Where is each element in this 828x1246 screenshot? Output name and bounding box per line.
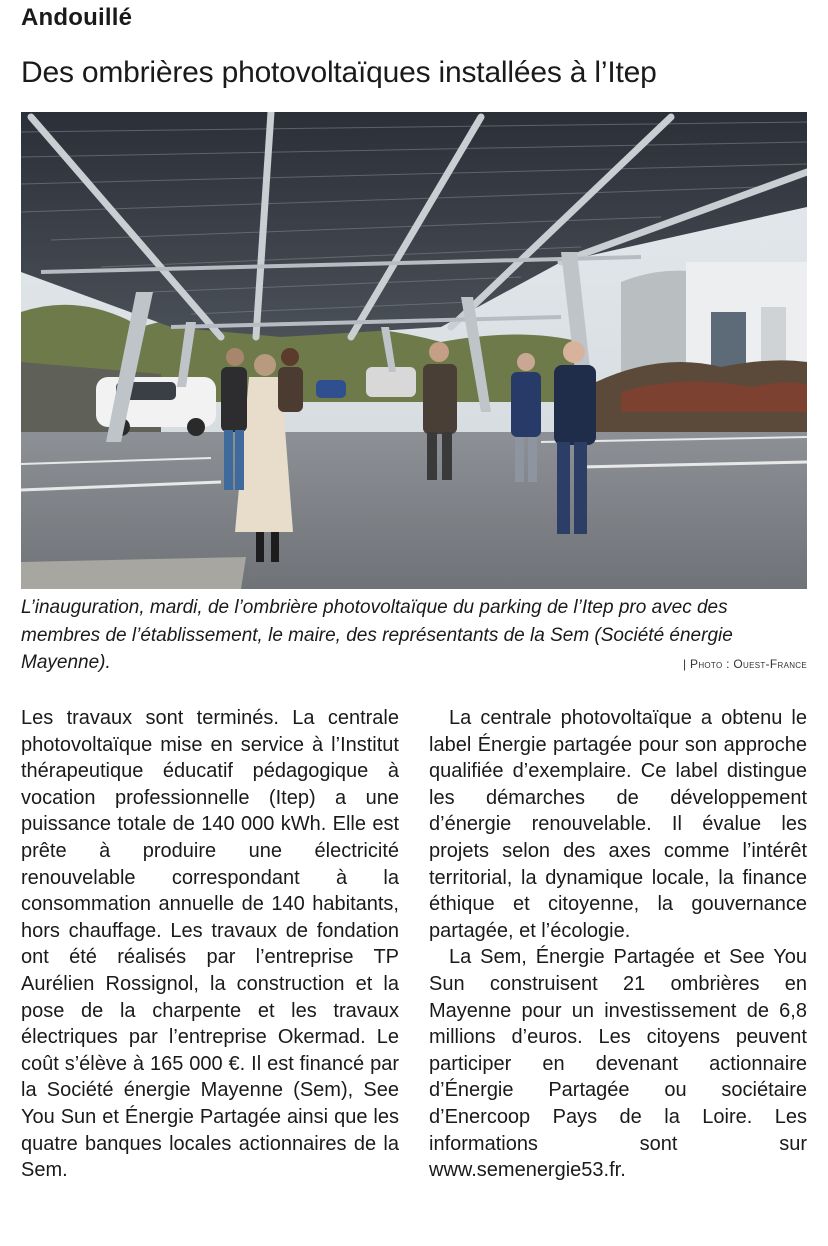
article-kicker: Andouillé (21, 4, 133, 31)
photo-credit: | Photo : Ouest-France (682, 657, 807, 671)
article-headline: Des ombrières photovoltaïques installées à l’Itep (21, 56, 657, 89)
body-paragraph: Les travaux sont terminés. La centrale photovoltaïque mise en service à l’Institut thérapeutique éducatif pédagogique à vocation professionnelle (Itep) a une puissance totale de 140 000 kWh. Elle est prête à produire une électricité renouvelable correspondant à la consommation annuelle de 140 habitants, hors chauffage. Les travaux de fondation ont été réalisés par l’entreprise TP Aurélien Rossignol, la construction et la pose de la charpente et les travaux électriques par l’entreprise Okermad. Le coût s’élève à 165 000 €. Il est financé par la Société énergie Mayenne (Sem), See You Sun et Énergie Partagée ainsi que les quatre banques locales actionnaires de la Sem. (21, 707, 399, 1182)
body-column-right (429, 705, 807, 1184)
body-paragraph: La Sem, Énergie Partagée et See You Sun construisent 21 ombrières en Mayenne pour un investissement de 6,8 millions d’euros. Les citoyens peuvent participer en devenant actionnaire d’Énergie Partagée ou sociétaire d’Enercoop Pays de la Loire. Les informations sont sur www.semenergie53.fr. (429, 946, 807, 1182)
photo-caption: L’inauguration, mardi, de l’ombrière photovoltaïque du parking de l’Itep pro avec des membres de l’établissement, le maire, des représentants de la Sem (Société énergie Mayenne). (21, 597, 733, 673)
body-paragraph: La centrale photovoltaïque a obtenu le label Énergie partagée pour son approche qualifiée d’exemplaire. Ce label distingue les démarches de développement d’énergie renouvelable. Il évalue les projets selon des axes comme l’intérêt territorial, la dynamique locale, la finance éthique et citoyenne, la gouvernance partagée, et l’écologie. (429, 707, 807, 942)
solar-carport-photo (21, 112, 807, 589)
body-column-left (21, 705, 399, 1184)
article-photo (21, 112, 807, 589)
